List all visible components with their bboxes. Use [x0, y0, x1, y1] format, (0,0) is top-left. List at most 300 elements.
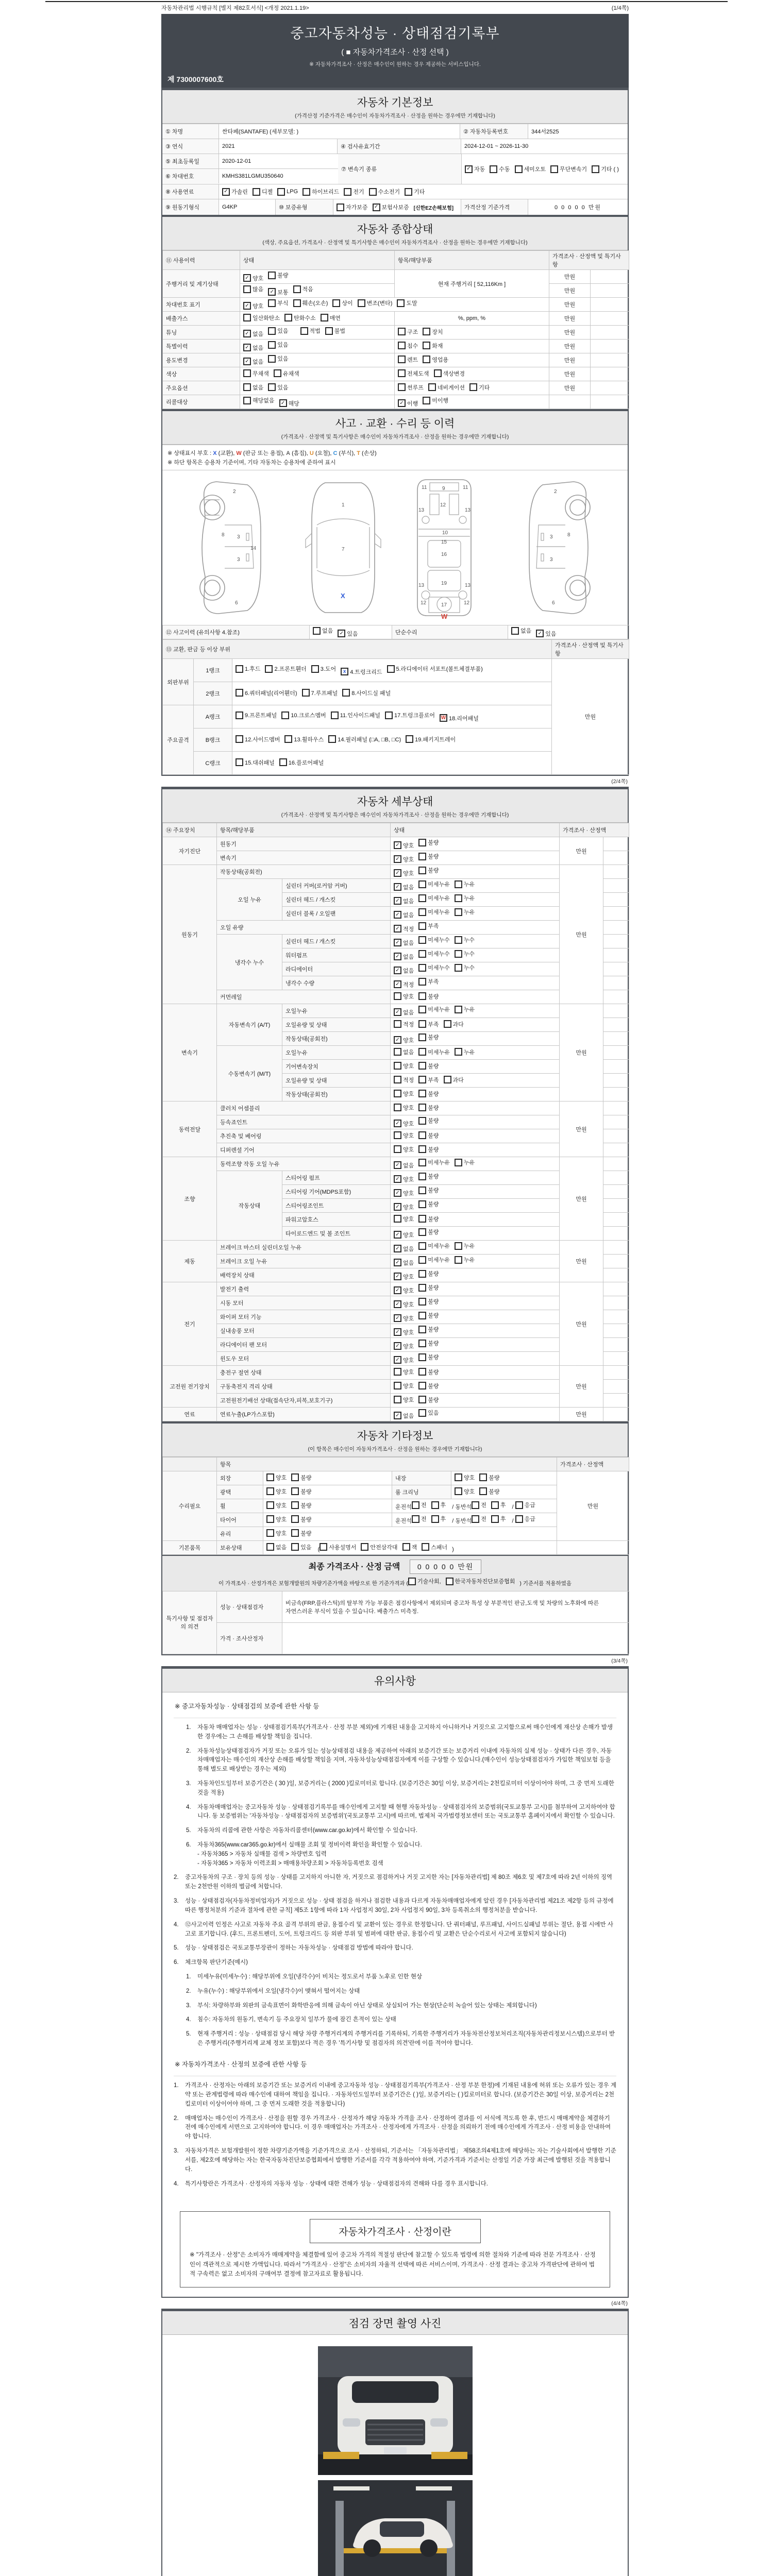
checkbox-box[interactable] [418, 950, 426, 958]
checkbox-box[interactable] [418, 1104, 426, 1111]
checkbox-box[interactable]: ✓ [398, 399, 406, 407]
checkbox[interactable] [394, 1342, 414, 1350]
checkbox-box[interactable]: ✓ [394, 855, 401, 863]
checkbox-box[interactable] [469, 383, 477, 391]
checkbox[interactable] [291, 1473, 311, 1482]
checkbox-box[interactable] [266, 1501, 274, 1509]
checkbox[interactable] [397, 299, 417, 307]
checkbox-box[interactable] [455, 950, 462, 958]
checkbox[interactable] [418, 1382, 439, 1390]
checkbox-box[interactable]: ✓ [394, 1259, 401, 1266]
checkbox[interactable] [394, 855, 414, 863]
checkbox[interactable] [394, 1008, 414, 1016]
checkbox-box[interactable] [418, 1076, 426, 1083]
checkbox[interactable] [274, 369, 299, 378]
checkbox-box[interactable] [455, 1242, 462, 1250]
checkbox[interactable] [418, 1145, 439, 1154]
checkbox-box[interactable] [394, 1062, 401, 1070]
checkbox[interactable] [236, 758, 275, 767]
checkbox[interactable] [268, 341, 288, 349]
checkbox[interactable] [418, 936, 450, 944]
checkbox-box[interactable] [243, 383, 251, 391]
checkbox-box[interactable]: ✓ [268, 288, 276, 296]
checkbox-box[interactable] [423, 342, 430, 349]
checkbox[interactable] [423, 342, 443, 350]
checkbox[interactable] [418, 1158, 450, 1166]
checkbox[interactable] [455, 1256, 475, 1264]
checkbox-box[interactable] [472, 1515, 479, 1523]
checkbox[interactable] [465, 165, 485, 173]
checkbox-box[interactable] [291, 1473, 299, 1481]
checkbox-box[interactable] [479, 1473, 487, 1481]
checkbox-box[interactable] [236, 711, 243, 719]
checkbox[interactable] [236, 711, 277, 719]
checkbox-box[interactable] [434, 369, 442, 377]
checkbox-box[interactable] [291, 1529, 299, 1537]
checkbox[interactable] [536, 630, 556, 638]
checkbox[interactable] [479, 1473, 499, 1482]
checkbox-box[interactable] [418, 992, 426, 1000]
checkbox-box[interactable]: ✓ [394, 1356, 401, 1364]
checkbox[interactable] [418, 963, 450, 972]
checkbox-box[interactable] [418, 1396, 426, 1403]
checkbox-box[interactable] [431, 1501, 439, 1509]
checkbox[interactable] [418, 1228, 439, 1236]
checkbox[interactable] [394, 992, 414, 1001]
checkbox-box[interactable] [325, 327, 333, 335]
checkbox-box[interactable] [418, 1228, 426, 1236]
checkbox[interactable] [394, 1189, 414, 1197]
checkbox[interactable] [279, 399, 299, 408]
checkbox[interactable] [243, 396, 275, 404]
checkbox-box[interactable] [398, 383, 406, 391]
checkbox-box[interactable] [491, 1501, 499, 1509]
checkbox-box[interactable] [337, 204, 344, 211]
checkbox[interactable] [291, 1515, 311, 1523]
checkbox-box[interactable] [405, 188, 412, 196]
checkbox-box[interactable] [266, 1515, 274, 1523]
checkbox-box[interactable]: ✓ [394, 869, 401, 877]
checkbox-box[interactable] [361, 1543, 368, 1551]
checkbox-box[interactable]: ✓ [394, 980, 401, 988]
checkbox[interactable] [418, 1131, 439, 1140]
checkbox-box[interactable]: ✓ [222, 188, 230, 196]
checkbox[interactable] [266, 1543, 287, 1551]
checkbox[interactable] [418, 838, 439, 846]
checkbox[interactable] [291, 1501, 311, 1510]
checkbox-box[interactable] [418, 964, 426, 972]
checkbox[interactable] [418, 1311, 439, 1319]
checkbox[interactable] [284, 735, 324, 743]
checkbox[interactable] [418, 1269, 439, 1278]
checkbox-box[interactable] [455, 1159, 462, 1166]
checkbox-box[interactable] [418, 1062, 426, 1070]
checkbox[interactable] [455, 908, 475, 916]
checkbox[interactable] [418, 1076, 439, 1084]
checkbox-box[interactable]: ✓ [243, 330, 251, 337]
checkbox[interactable] [418, 1116, 439, 1125]
checkbox[interactable] [394, 1314, 414, 1323]
checkbox[interactable] [418, 908, 450, 916]
checkbox-box[interactable] [418, 1033, 426, 1041]
checkbox[interactable] [412, 1515, 427, 1523]
checkbox[interactable] [394, 1161, 414, 1170]
checkbox[interactable] [394, 1175, 414, 1183]
checkbox[interactable] [418, 1200, 439, 1208]
checkbox[interactable] [418, 1033, 439, 1041]
checkbox-box[interactable] [236, 689, 243, 697]
checkbox[interactable] [440, 714, 479, 722]
checkbox[interactable] [418, 1409, 439, 1417]
checkbox[interactable] [418, 1186, 439, 1194]
checkbox[interactable] [550, 165, 587, 173]
checkbox-box[interactable] [394, 1131, 401, 1139]
checkbox[interactable] [479, 1487, 499, 1496]
checkbox-box[interactable] [455, 936, 462, 944]
checkbox-box[interactable] [332, 299, 340, 307]
checkbox[interactable] [418, 1090, 439, 1098]
checkbox-box[interactable] [418, 867, 426, 874]
checkbox[interactable] [406, 735, 456, 743]
checkbox[interactable] [394, 1145, 414, 1154]
checkbox-box[interactable] [266, 1529, 274, 1537]
checkbox[interactable] [418, 1005, 450, 1013]
checkbox[interactable] [243, 330, 263, 338]
checkbox[interactable] [418, 977, 439, 986]
checkbox[interactable] [342, 689, 391, 697]
checkbox-box[interactable] [394, 992, 401, 1000]
checkbox-box[interactable]: ✓ [394, 1203, 401, 1211]
checkbox[interactable] [394, 1203, 414, 1211]
checkbox-box[interactable] [394, 1368, 401, 1376]
checkbox-box[interactable]: ✓ [394, 1008, 401, 1016]
checkbox[interactable] [418, 1396, 439, 1404]
checkbox-box[interactable] [394, 1145, 401, 1153]
checkbox-box[interactable] [342, 689, 350, 697]
checkbox-box[interactable]: ✓ [394, 967, 401, 974]
checkbox-box[interactable] [418, 1187, 426, 1194]
checkbox-box[interactable]: ✓ [394, 1342, 401, 1350]
checkbox[interactable] [418, 922, 439, 930]
checkbox-box[interactable] [412, 1515, 419, 1523]
checkbox-box[interactable] [418, 1242, 426, 1250]
checkbox-box[interactable] [423, 355, 430, 363]
checkbox-box[interactable]: ✓ [394, 1300, 401, 1308]
checkbox[interactable] [236, 735, 280, 743]
checkbox[interactable] [243, 314, 280, 322]
checkbox-box[interactable] [291, 1543, 299, 1551]
checkbox-box[interactable] [236, 735, 243, 743]
checkbox[interactable] [418, 1339, 439, 1347]
checkbox-box[interactable] [418, 853, 426, 860]
checkbox-box[interactable] [243, 285, 251, 293]
checkbox[interactable] [291, 1543, 311, 1551]
checkbox[interactable] [338, 630, 358, 638]
checkbox-box[interactable]: ✓ [394, 1231, 401, 1239]
checkbox-box[interactable] [431, 1515, 439, 1523]
checkbox[interactable] [418, 1215, 439, 1223]
checkbox[interactable] [472, 1515, 486, 1523]
checkbox-box[interactable] [311, 665, 319, 673]
checkbox-box[interactable] [394, 1104, 401, 1111]
checkbox[interactable] [455, 1005, 475, 1013]
checkbox[interactable] [472, 1501, 486, 1509]
checkbox[interactable] [402, 1543, 417, 1551]
checkbox-box[interactable]: ✓ [394, 1120, 401, 1127]
checkbox[interactable] [337, 203, 368, 211]
checkbox[interactable] [490, 165, 510, 173]
checkbox[interactable] [358, 299, 393, 307]
checkbox-box[interactable] [408, 1578, 416, 1585]
checkbox[interactable] [321, 314, 341, 322]
checkbox[interactable] [277, 188, 298, 196]
checkbox[interactable] [303, 188, 339, 196]
checkbox-box[interactable] [422, 1543, 429, 1551]
checkbox-box[interactable] [328, 735, 336, 743]
checkbox-box[interactable] [268, 383, 276, 391]
checkbox[interactable] [331, 711, 380, 719]
checkbox-box[interactable] [418, 1159, 426, 1166]
checkbox-box[interactable] [358, 299, 365, 307]
checkbox[interactable] [394, 925, 414, 933]
checkbox-box[interactable]: ✓ [394, 1245, 401, 1252]
checkbox-box[interactable]: ✓ [394, 1273, 401, 1280]
checkbox-box[interactable] [515, 165, 523, 173]
checkbox[interactable] [444, 1020, 464, 1028]
checkbox-box[interactable] [277, 188, 285, 196]
checkbox-box[interactable] [418, 1048, 426, 1056]
checkbox[interactable] [394, 1328, 414, 1336]
checkbox[interactable] [394, 1076, 414, 1084]
checkbox-box[interactable]: ✓ [394, 1036, 401, 1044]
checkbox-box[interactable] [394, 1215, 401, 1223]
checkbox[interactable] [394, 1036, 414, 1044]
checkbox-box[interactable]: ✓ [394, 1161, 401, 1169]
checkbox[interactable] [279, 758, 324, 767]
checkbox[interactable] [398, 383, 424, 392]
checkbox[interactable] [328, 735, 401, 743]
checkbox-box[interactable]: ✓ [394, 1328, 401, 1336]
checkbox-box[interactable] [284, 314, 292, 321]
checkbox-box[interactable]: ✓ [394, 939, 401, 946]
checkbox[interactable] [418, 1020, 439, 1028]
checkbox-box[interactable] [418, 1145, 426, 1153]
checkbox-box[interactable] [236, 665, 243, 673]
checkbox-box[interactable] [291, 1487, 299, 1495]
checkbox-box[interactable]: ✓ [394, 883, 401, 891]
checkbox[interactable] [455, 880, 475, 888]
checkbox-box[interactable] [455, 1048, 462, 1056]
checkbox-box[interactable]: ✓ [394, 911, 401, 919]
checkbox[interactable] [418, 1325, 439, 1333]
checkbox[interactable] [284, 314, 316, 322]
checkbox[interactable] [418, 1104, 439, 1112]
checkbox-box[interactable] [418, 978, 426, 986]
checkbox-box[interactable] [398, 369, 406, 377]
checkbox-box[interactable]: ✓ [394, 897, 401, 905]
checkbox-box[interactable]: ✓ [394, 953, 401, 960]
checkbox-box[interactable]: ✓ [243, 302, 251, 310]
checkbox[interactable] [394, 1273, 414, 1281]
checkbox[interactable] [394, 1062, 414, 1070]
checkbox[interactable] [291, 1529, 311, 1537]
checkbox[interactable] [394, 953, 414, 961]
checkbox[interactable] [291, 1487, 311, 1496]
checkbox[interactable] [418, 1353, 439, 1361]
checkbox-box[interactable] [253, 188, 260, 196]
checkbox-box[interactable] [418, 1090, 426, 1097]
checkbox[interactable] [313, 626, 333, 635]
checkbox-box[interactable] [236, 758, 243, 766]
checkbox-box[interactable] [284, 735, 292, 743]
checkbox-box[interactable]: ✓ [394, 1314, 401, 1322]
checkbox[interactable] [266, 1487, 287, 1496]
checkbox[interactable] [398, 355, 418, 364]
checkbox[interactable] [455, 894, 475, 902]
checkbox[interactable] [423, 396, 448, 404]
checkbox-box[interactable] [455, 1006, 462, 1013]
checkbox-box[interactable] [418, 1326, 426, 1333]
checkbox-box[interactable] [418, 1368, 426, 1376]
checkbox[interactable] [511, 626, 531, 635]
checkbox[interactable] [418, 852, 439, 860]
checkbox[interactable] [394, 1396, 414, 1404]
checkbox-box[interactable] [243, 369, 251, 377]
checkbox[interactable] [455, 950, 475, 958]
checkbox[interactable] [344, 188, 364, 196]
checkbox[interactable] [446, 1577, 515, 1585]
checkbox[interactable] [265, 665, 306, 673]
checkbox[interactable] [455, 1158, 475, 1166]
checkbox[interactable] [394, 1020, 414, 1028]
checkbox-box[interactable] [418, 922, 426, 930]
checkbox[interactable] [398, 342, 418, 350]
checkbox-box[interactable] [291, 1515, 299, 1523]
checkbox-box[interactable] [293, 285, 301, 293]
checkbox-box[interactable] [397, 299, 405, 307]
checkbox[interactable] [243, 383, 263, 392]
checkbox-box[interactable] [398, 328, 406, 335]
checkbox[interactable] [455, 1487, 475, 1496]
checkbox-box[interactable] [418, 1298, 426, 1306]
checkbox-box[interactable] [491, 1515, 499, 1523]
checkbox[interactable] [243, 285, 263, 293]
checkbox-box[interactable]: ✓ [243, 344, 251, 351]
checkbox[interactable] [332, 299, 352, 307]
checkbox[interactable] [418, 880, 450, 888]
checkbox[interactable] [428, 383, 465, 392]
checkbox[interactable] [387, 665, 483, 673]
checkbox-box[interactable] [268, 327, 276, 335]
checkbox-box[interactable] [418, 1006, 426, 1013]
checkbox-box[interactable] [402, 1543, 410, 1551]
checkbox[interactable] [369, 188, 400, 196]
checkbox[interactable] [398, 399, 418, 408]
checkbox[interactable] [394, 1300, 414, 1309]
checkbox[interactable] [266, 1501, 287, 1510]
checkbox[interactable] [394, 869, 414, 877]
checkbox[interactable] [243, 369, 269, 378]
checkbox[interactable] [243, 274, 263, 282]
checkbox[interactable] [394, 883, 414, 891]
checkbox[interactable] [394, 1412, 414, 1420]
checkbox[interactable] [293, 299, 328, 307]
checkbox[interactable] [434, 369, 465, 378]
checkbox[interactable] [418, 1297, 439, 1306]
checkbox[interactable] [325, 327, 345, 335]
checkbox-box[interactable]: W [440, 714, 447, 722]
checkbox-box[interactable] [550, 165, 558, 173]
checkbox[interactable] [266, 1529, 287, 1537]
checkbox-box[interactable] [418, 1200, 426, 1208]
checkbox-box[interactable] [293, 299, 301, 307]
checkbox[interactable] [222, 188, 248, 196]
checkbox-box[interactable] [394, 1020, 401, 1028]
checkbox[interactable] [243, 302, 263, 310]
checkbox[interactable] [268, 354, 288, 363]
checkbox[interactable] [394, 1215, 414, 1223]
checkbox[interactable] [394, 1245, 414, 1253]
checkbox-box[interactable] [428, 383, 436, 391]
checkbox-box[interactable] [418, 1256, 426, 1264]
checkbox[interactable] [268, 299, 288, 307]
checkbox[interactable] [515, 1515, 535, 1523]
checkbox-box[interactable] [394, 1048, 401, 1056]
checkbox[interactable] [455, 963, 475, 972]
checkbox[interactable] [394, 1368, 414, 1376]
checkbox[interactable] [236, 665, 260, 673]
checkbox[interactable] [412, 1501, 427, 1509]
checkbox[interactable] [418, 1242, 450, 1250]
checkbox-box[interactable] [444, 1076, 451, 1083]
checkbox[interactable] [394, 967, 414, 975]
checkbox-box[interactable] [418, 894, 426, 902]
checkbox-box[interactable] [418, 1131, 426, 1139]
checkbox[interactable] [423, 355, 448, 364]
checkbox-box[interactable] [398, 355, 406, 363]
checkbox-box[interactable]: ✓ [279, 399, 287, 407]
checkbox[interactable] [394, 1382, 414, 1390]
checkbox-box[interactable] [418, 1020, 426, 1028]
checkbox[interactable] [394, 1131, 414, 1140]
checkbox[interactable] [394, 1090, 414, 1098]
checkbox-box[interactable] [274, 369, 281, 377]
checkbox-box[interactable] [313, 627, 321, 635]
checkbox[interactable] [268, 327, 288, 335]
checkbox-box[interactable] [444, 1020, 451, 1028]
checkbox[interactable] [243, 344, 263, 352]
checkbox-box[interactable] [385, 711, 393, 719]
checkbox-box[interactable] [266, 1487, 274, 1495]
checkbox-box[interactable] [369, 188, 377, 196]
checkbox[interactable] [268, 271, 288, 279]
checkbox[interactable] [394, 939, 414, 947]
checkbox[interactable] [243, 358, 263, 366]
checkbox-box[interactable] [418, 936, 426, 944]
checkbox[interactable] [293, 285, 313, 293]
checkbox-box[interactable] [418, 1215, 426, 1223]
checkbox[interactable] [394, 1231, 414, 1239]
checkbox[interactable] [515, 1501, 535, 1509]
checkbox-box[interactable]: ✓ [394, 1189, 401, 1197]
checkbox-box[interactable] [418, 880, 426, 888]
checkbox-box[interactable] [279, 758, 287, 766]
checkbox-box[interactable] [418, 908, 426, 916]
checkbox[interactable] [394, 911, 414, 919]
checkbox-box[interactable] [479, 1487, 487, 1495]
checkbox-box[interactable] [344, 188, 351, 196]
checkbox-box[interactable]: ✓ [394, 1286, 401, 1294]
